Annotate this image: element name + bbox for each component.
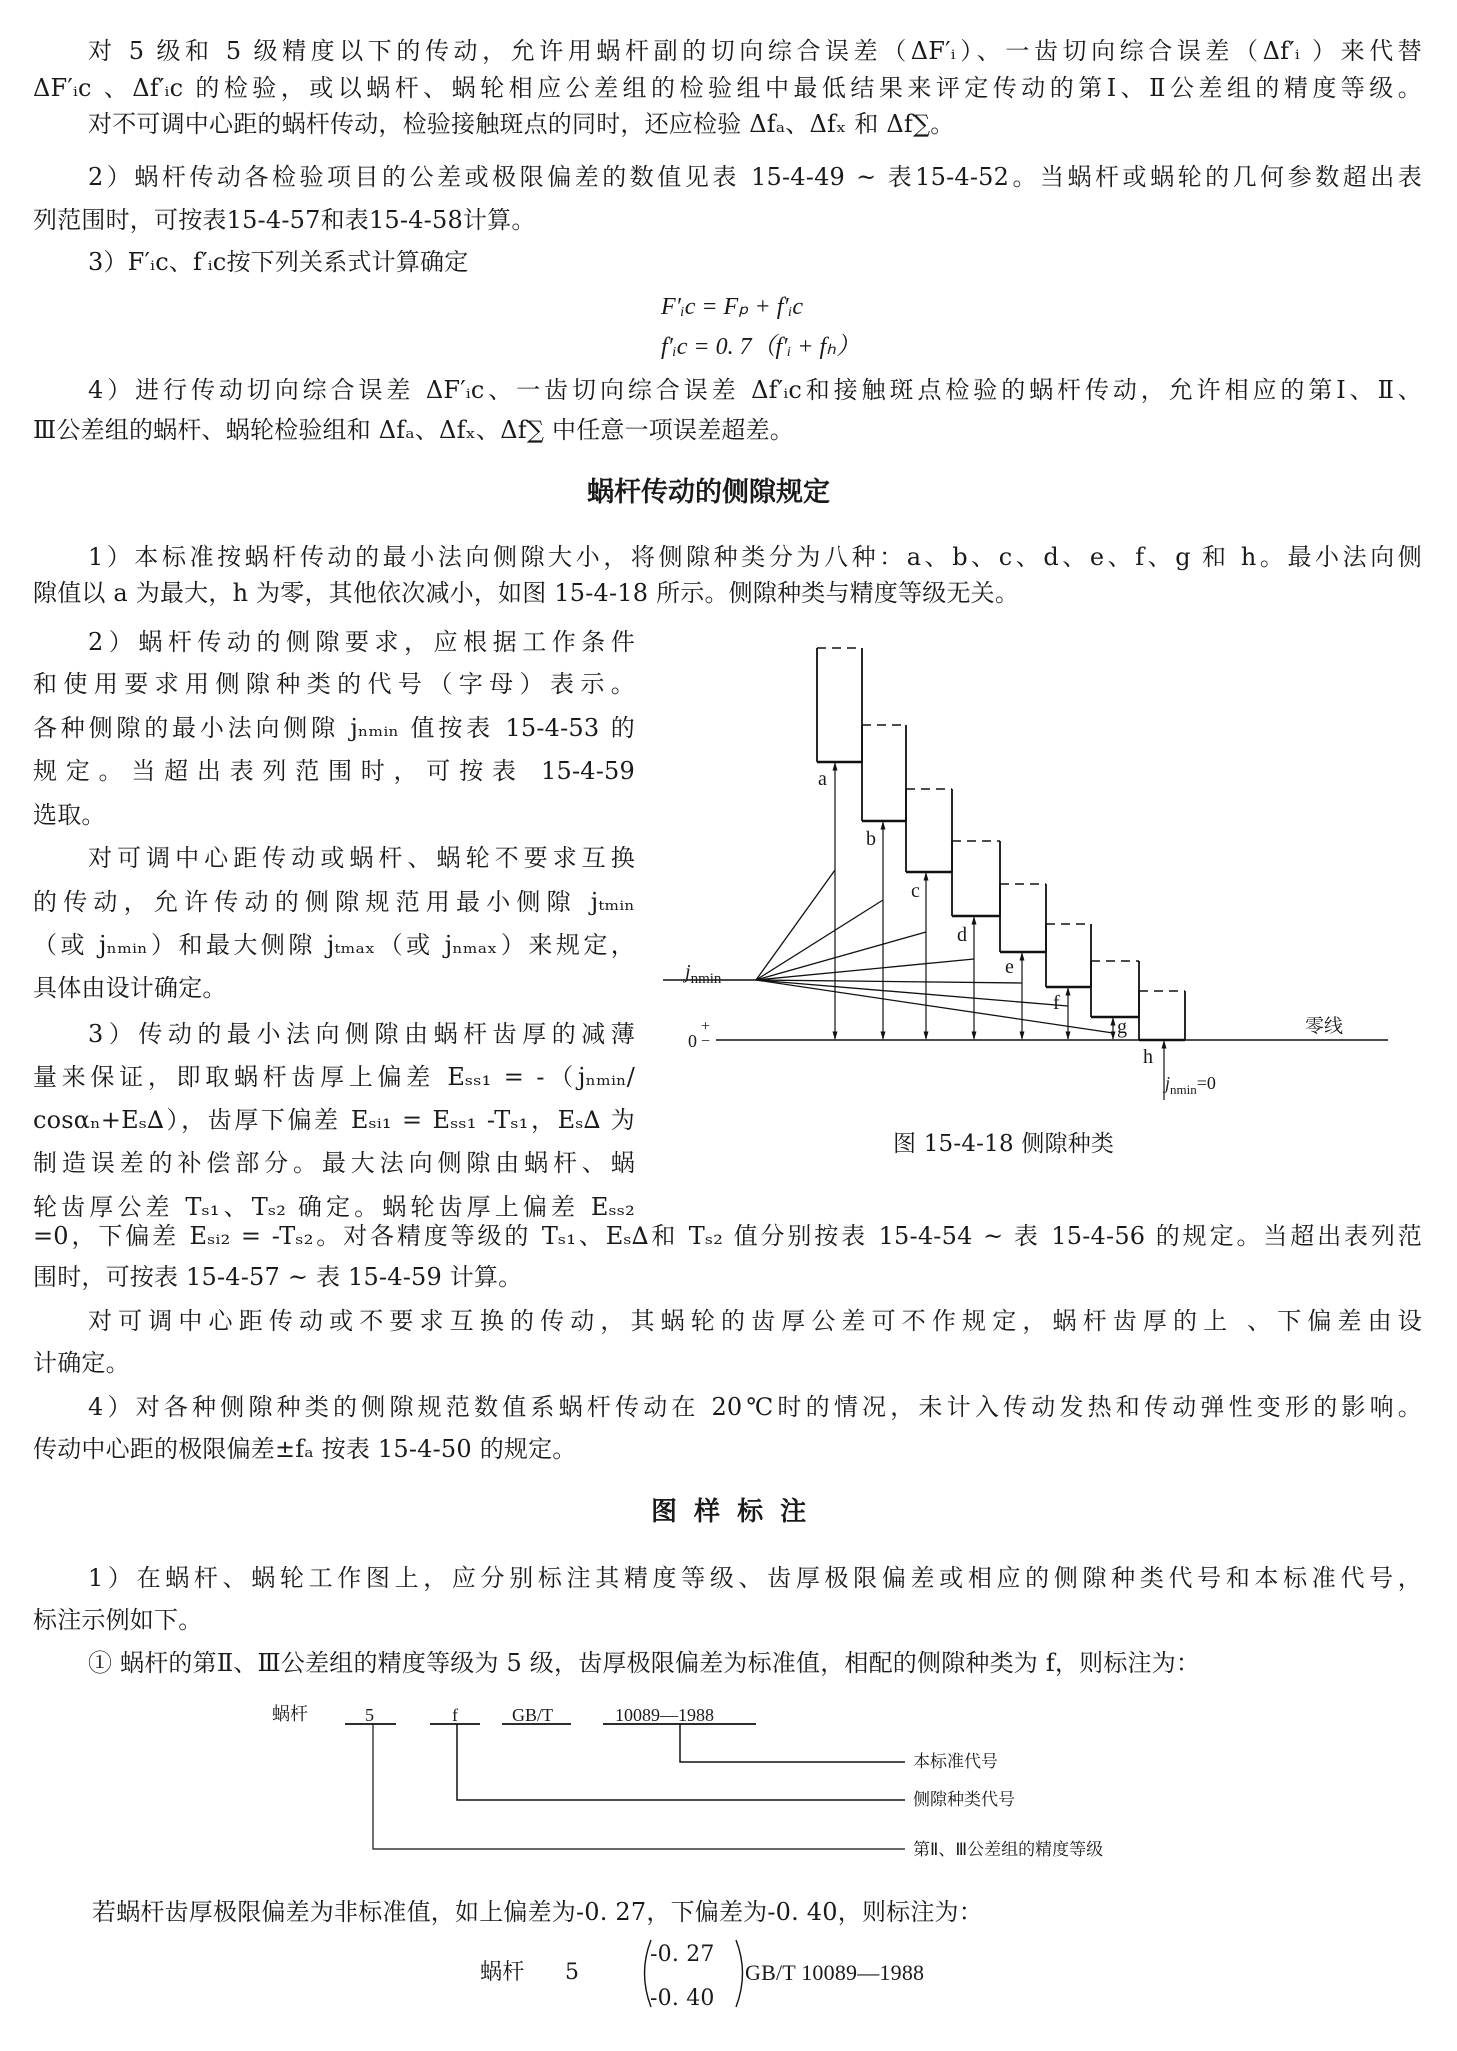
note-accuracy-grade: 第Ⅱ、Ⅲ公差组的精度等级 xyxy=(913,1840,1104,1860)
backlash-type-label: h xyxy=(1143,1046,1153,1068)
example2-grade: 5 xyxy=(565,1960,580,1985)
left-column-line: 各种侧隙的最小法向侧隙 jₙₘᵢₙ 值按表 15-4-53 的 xyxy=(33,714,635,742)
left-column-line: 轮齿厚公差 Tₛ₁、Tₛ₂ 确定。蜗轮齿厚上偏差 Eₛₛ₂ xyxy=(33,1193,635,1221)
example2-part: 蜗杆 xyxy=(480,1960,525,1985)
backlash-type-label: f xyxy=(1053,992,1060,1014)
left-column-line: 量来保证，即取蜗杆齿厚上偏差 Eₛₛ₁ = -（jₙₘᵢₙ/ xyxy=(33,1063,635,1091)
paragraph-line: 隙值以 a 为最大，h 为零，其他依次减小，如图 15-4-18 所示。侧隙种类与精度等级无关。 xyxy=(33,579,1020,607)
section-heading: 图 样 标 注 xyxy=(651,1497,811,1527)
leader-standard-code xyxy=(680,1724,905,1762)
example-grade: 5 xyxy=(365,1705,374,1725)
left-column-line: 2）蜗杆传动的侧隙要求，应根据工作条件 xyxy=(88,628,635,656)
example2-lower-deviation: -0. 40 xyxy=(650,1986,715,2011)
example-std-prefix: GB/T xyxy=(512,1705,554,1725)
section-heading: 蜗杆传动的侧隙规定 xyxy=(587,477,830,508)
fan-line-f xyxy=(756,980,1068,1006)
paragraph-line: 对 5 级和 5 级精度以下的传动，允许用蜗杆副的切向综合误差（ΔF′ᵢ）、一齿切向综合误差（Δf′ᵢ ）来代替 xyxy=(88,37,1422,65)
example2-standard: GB/T 10089—1988 xyxy=(745,1960,925,1985)
jnmin-label: $j_{nmin}$ xyxy=(685,961,722,987)
note-standard-code: 本标准代号 xyxy=(913,1752,998,1772)
paragraph-line: 1）本标准按蜗杆传动的最小法向侧隙大小，将侧隙种类分为八种：a、b、c、d、e、f、g 和 h。最小法向侧 xyxy=(88,543,1422,571)
fan-line-d xyxy=(756,959,974,980)
paragraph-line: ① 蜗杆的第Ⅱ、Ⅲ公差组的精度等级为 5 级，齿厚极限偏差为标准值，相配的侧隙种类为 f，则标注为： xyxy=(88,1649,1201,1677)
paragraph-line: 2）蜗杆传动各检验项目的公差或极限偏差的数值见表 15-4-49 ~ 表15-4-52。当蜗杆或蜗轮的几何参数超出表 xyxy=(88,163,1422,191)
zero-label: 0 xyxy=(688,1031,697,1051)
example-backlash: f xyxy=(452,1705,458,1725)
left-column-line: 3）传动的最小法向侧隙由蜗杆齿厚的减薄 xyxy=(88,1020,635,1048)
h-jnmin-zero-note: $j_{nmin}=0$ xyxy=(1165,1073,1216,1097)
figure-caption: 图 15-4-18 侧隙种类 xyxy=(893,1131,1115,1157)
paragraph-line: 1）在蜗杆、蜗轮工作图上，应分别标注其精度等级、齿厚极限偏差或相应的侧隙种类代号和本标准代号， xyxy=(88,1564,1422,1592)
paragraph-line: 传动中心距的极限偏差±fₐ 按表 15-4-50 的规定。 xyxy=(33,1435,577,1463)
fan-line-b xyxy=(756,900,883,980)
paragraph-line: 计确定。 xyxy=(33,1349,130,1377)
paragraph-line: 列范围时，可按表15-4-57和表15-4-58计算。 xyxy=(33,206,536,234)
formula-fic: F′ᵢc = Fₚ + f′ᵢc xyxy=(661,294,804,320)
note-backlash-code: 侧隙种类代号 xyxy=(913,1790,1015,1810)
minus-sign: − xyxy=(701,1033,711,1050)
paragraph-line: =0，下偏差 Eₛᵢ₂ = -Tₛ₂。对各精度等级的 Tₛ₁、Eₛ∆和 Tₛ₂ 值分别按表 15-4-54 ~ 表 15-4-56 的规定。当超出表列范 xyxy=(33,1222,1422,1250)
formula-fic-small: f′ᵢc = 0. 7（f′ᵢ + fₕ） xyxy=(661,334,860,360)
left-column-line: cosαₙ+Eₛ∆），齿厚下偏差 Eₛᵢ₁ = Eₛₛ₁ -Tₛ₁，Eₛ∆ 为 xyxy=(33,1106,635,1134)
paragraph-line: 对可调中心距传动或不要求互换的传动，其蜗轮的齿厚公差可不作规定，蜗杆齿厚的上 、下偏差由设 xyxy=(88,1307,1422,1335)
backlash-type-label: d xyxy=(957,924,967,946)
fan-line-a xyxy=(756,870,835,980)
right-parenthesis xyxy=(736,1940,743,2007)
paragraph-line: 3）F′ᵢc、f′ᵢc按下列关系式计算确定 xyxy=(88,248,469,276)
fan-line-c xyxy=(756,932,926,980)
backlash-type-label: e xyxy=(1005,956,1014,978)
backlash-type-label: b xyxy=(866,828,876,850)
left-column-line: 和使用要求用侧隙种类的代号（字母）表示。 xyxy=(33,670,635,698)
paragraph-line: 标注示例如下。 xyxy=(33,1606,203,1634)
backlash-type-label: g xyxy=(1117,1016,1127,1038)
left-column-line: 制造误差的补偿部分。最大法向侧隙由蜗杆、蜗 xyxy=(33,1149,635,1177)
left-column-line: 选取。 xyxy=(33,801,106,829)
paragraph-line: 围时，可按表 15-4-57 ~ 表 15-4-59 计算。 xyxy=(33,1263,523,1291)
paragraph-line: Ⅲ公差组的蜗杆、蜗轮检验组和 Δfₐ、Δfₓ、Δf∑ 中任意一项误差超差。 xyxy=(33,416,795,444)
paragraph-line: ΔF′ᵢc 、Δf′ᵢc 的检验，或以蜗杆、蜗轮相应公差组的检验组中最低结果来评定传动的第Ⅰ、Ⅱ公差组的精度等级。 xyxy=(33,74,1422,102)
left-column-line: 规定。当超出表列范围时，可按表 15-4-59 xyxy=(33,757,635,785)
paragraph-line: 4）进行传动切向综合误差 ΔF′ᵢc、一齿切向综合误差 Δf′ᵢc和接触斑点检验的蜗杆传动，允许相应的第Ⅰ、Ⅱ、 xyxy=(88,376,1422,404)
leader-accuracy-grade xyxy=(373,1724,905,1849)
zero-line-label: 零线 xyxy=(1305,1015,1344,1037)
left-column-line: 具体由设计确定。 xyxy=(33,974,227,1002)
left-column-line: （或 jₙₘᵢₙ）和最大侧隙 jₜₘₐₓ（或 jₙₘₐₓ）来规定， xyxy=(33,931,635,959)
left-column-line: 对可调中心距传动或蜗杆、蜗轮不要求互换 xyxy=(88,844,635,872)
paragraph-line: 若蜗杆齿厚极限偏差为非标准值，如上偏差为-0. 27，下偏差为-0. 40，则标注为： xyxy=(92,1898,983,1926)
plus-sign: + xyxy=(701,1018,711,1035)
backlash-type-label: c xyxy=(911,880,920,902)
example-part: 蜗杆 xyxy=(272,1704,308,1725)
left-column-line: 的传动，允许传动的侧隙规范用最小侧隙 jₜₘᵢₙ xyxy=(33,888,635,916)
paragraph-line: 对不可调中心距的蜗杆传动，检验接触斑点的同时，还应检验 Δfₐ、Δfₓ 和 Δf∑。 xyxy=(88,110,955,138)
backlash-type-label: a xyxy=(818,768,827,790)
paragraph-line: 4）对各种侧隙种类的侧隙规范数值系蜗杆传动在 20℃时的情况，未计入传动发热和传动弹性变形的影响。 xyxy=(88,1393,1422,1421)
example2-upper-deviation: -0. 27 xyxy=(650,1942,715,1967)
example-std-number: 10089—1988 xyxy=(615,1705,714,1725)
fan-line-e xyxy=(756,980,1022,983)
